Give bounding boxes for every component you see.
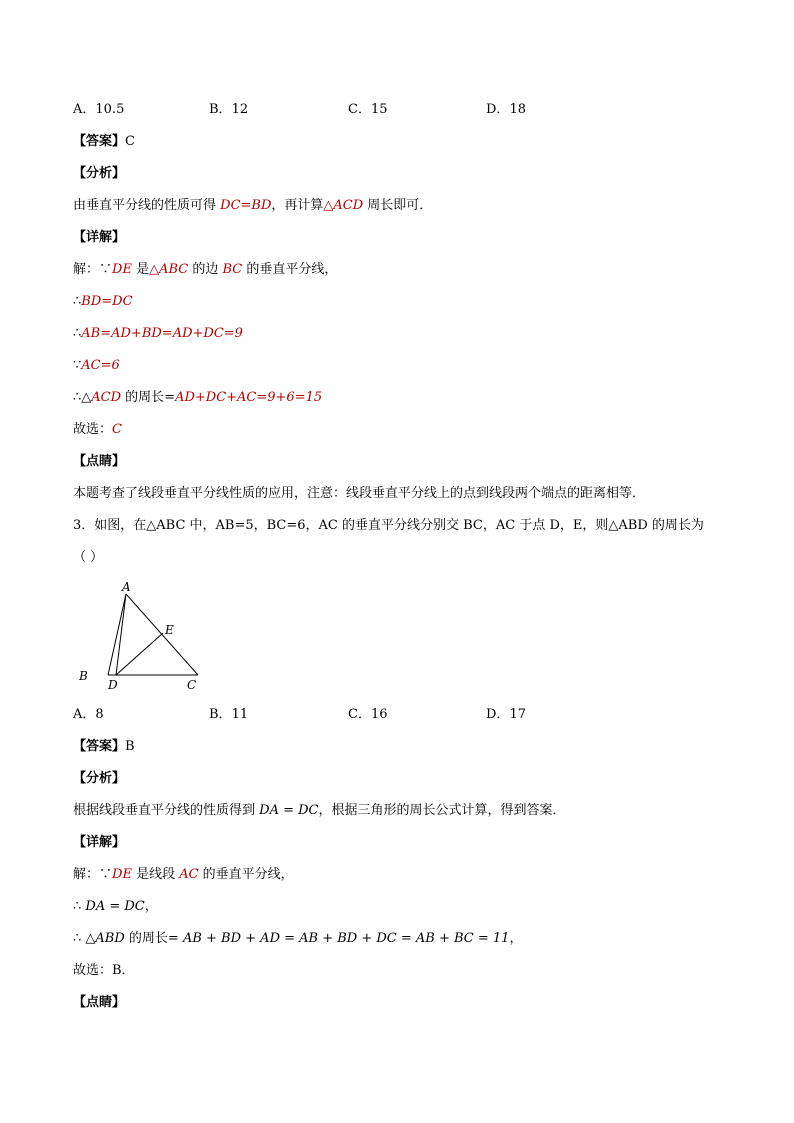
q2-detail-line-3: ∴AB=AD+BD=AD+DC=9: [73, 326, 243, 341]
q2-option-d: D．18: [486, 102, 526, 117]
q3-stem-line-1: 3．如图，在△ABC 中，AB=5，BC=6，AC 的垂直平分线分别交 BC，AC 于点 D，E，则△ABD 的周长为: [73, 518, 704, 533]
q3-detail-line-2: ∴ DA = DC，: [73, 899, 158, 914]
q3-detail-line-3: ∴ △ABD 的周长= AB + BD + AD = AB + BD + DC = AB + BC = 11，: [73, 931, 523, 946]
q3-analysis-label: 【分析】: [73, 771, 126, 786]
q2-detail-line-1: 解：∵DE 是△ABC 的边 BC 的垂直平分线，: [73, 262, 338, 277]
segment-de: [116, 633, 163, 675]
q2-detail-line-4: ∵AC=6: [73, 358, 120, 373]
label-d: D: [108, 678, 118, 692]
q3-stem-line-2: （ ）: [73, 550, 104, 565]
q3-detail-line-1: 解：∵DE 是线段 AC 的垂直平分线，: [73, 867, 294, 882]
label-c: C: [187, 678, 197, 692]
q2-detail-line-5: ∴△ACD 的周长=AD+DC+AC=9+6=15: [73, 390, 323, 405]
q2-comment-text: 本题考查了线段垂直平分线性质的应用，注意：线段垂直平分线上的点到线段两个端点的距离相等．: [73, 486, 646, 501]
q2-analysis-label: 【分析】: [73, 166, 126, 181]
label-a: A: [122, 580, 131, 594]
q2-detail-line-6: 故选：C: [73, 422, 122, 437]
q2-option-c: C．15: [348, 102, 388, 117]
q3-comment-label: 【点睛】: [73, 995, 126, 1010]
triangle-diagram: [73, 578, 213, 693]
q3-option-c: C．16: [348, 707, 388, 722]
q2-detail-line-2: ∴BD=DC: [73, 294, 133, 309]
answer-label: 【答案】: [73, 134, 126, 149]
q3-option-d: D．17: [486, 707, 526, 722]
q3-detail-label: 【详解】: [73, 835, 126, 850]
label-b: B: [79, 669, 88, 683]
q2-comment-label: 【点睛】: [73, 454, 126, 469]
q3-answer: 【答案】B: [73, 739, 135, 754]
q3-option-b: B．11: [209, 707, 249, 722]
q2-option-a: A．10.5: [73, 102, 125, 117]
q3-detail-line-4: 故选：B．: [73, 963, 135, 978]
q2-option-b: B．12: [209, 102, 249, 117]
q2-detail-label: 【详解】: [73, 230, 126, 245]
q3-analysis-text: 根据线段垂直平分线的性质得到 DA = DC，根据三角形的周长公式计算，得到答案．: [73, 803, 566, 818]
q2-analysis-text: 由垂直平分线的性质可得 DC=BD，再计算△ACD 周长即可．: [73, 198, 433, 213]
label-e: E: [165, 623, 174, 637]
q3-option-a: A．8: [73, 707, 104, 722]
q2-answer: 【答案】C: [73, 134, 135, 149]
